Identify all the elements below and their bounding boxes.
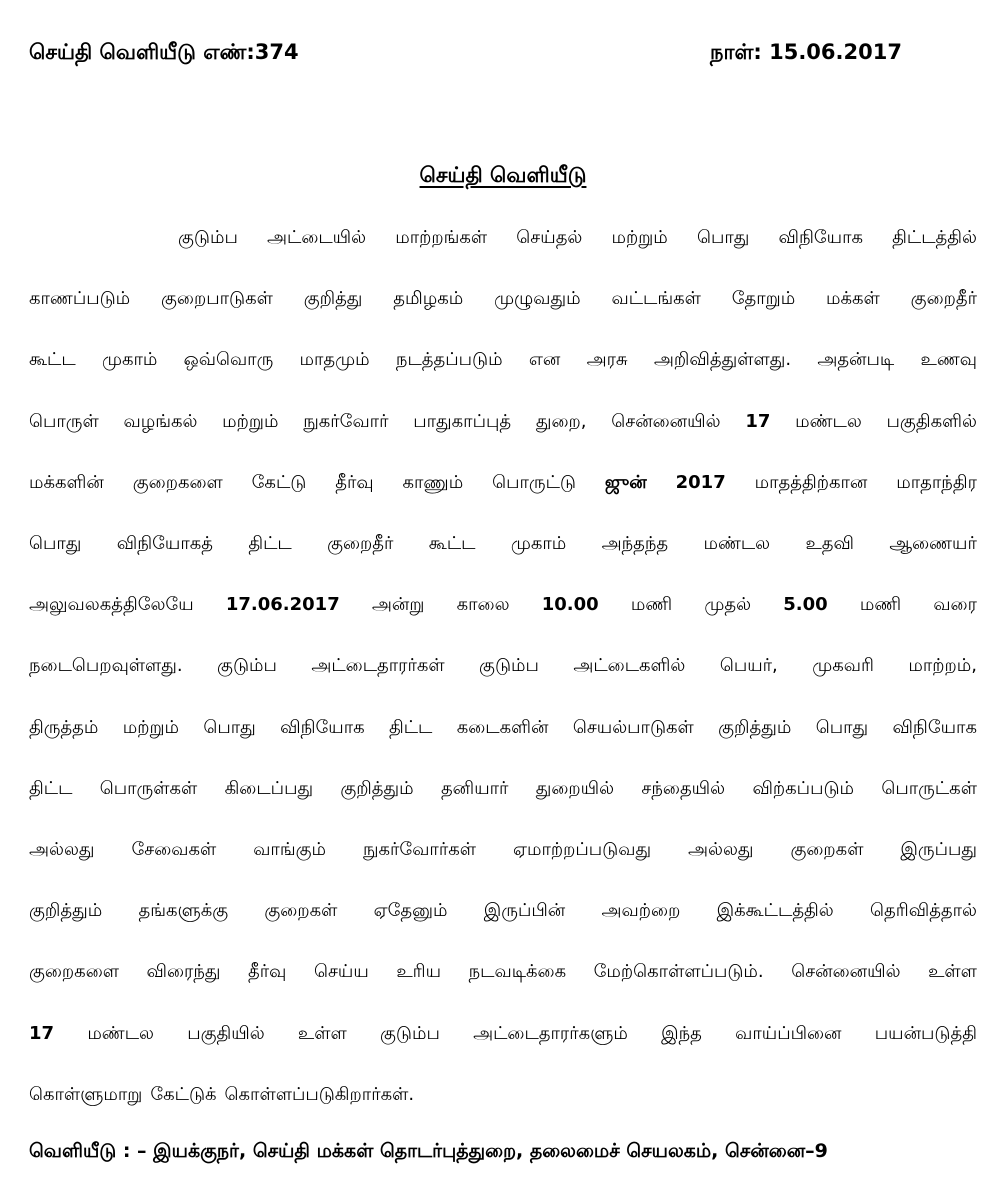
body-line: பொருள் வழங்கல் மற்றும் நுகர்வோர் பாதுகாப்புத் துறை, சென்னையில் 17 மண்டல பகுதிகளில் <box>29 410 977 432</box>
body-line: திட்ட பொருள்கள் கிடைப்பது குறித்தும் தனியார் துறையில் சந்தையில் விற்கப்படும் பொருட்கள் <box>29 777 977 799</box>
issuer-line: வெளியீடு : – இயக்குநர், செய்தி மக்கள் தொடர்புத்துறை, தலைமைச் செயலகம், சென்னை–9 <box>29 1140 828 1162</box>
body-line: கூட்ட முகாம் ஒவ்வொரு மாதமும் நடத்தப்படும் என அரசு அறிவித்துள்ளது. அதன்படி உணவு <box>29 349 977 371</box>
body-line: அல்லது சேவைகள் வாங்கும் நுகர்வோர்கள் ஏமாற்றப்படுவது அல்லது குறைகள் இருப்பது <box>29 839 977 860</box>
body-line: திருத்தம் மற்றும் பொது விநியோக திட்ட கடைகளின் செயல்பாடுகள் குறித்தும் பொது விநியோக <box>29 716 977 738</box>
body-line: பொது விநியோகத் திட்ட குறைதீர் கூட்ட முகாம் அந்தந்த மண்டல உதவி ஆணையர் <box>29 533 977 554</box>
release-number: செய்தி வெளியீடு எண்:374 <box>29 40 299 64</box>
body-line: குடும்ப அட்டையில் மாற்றங்கள் செய்தல் மற்றும் பொது விநியோக திட்டத்தில் <box>178 227 977 248</box>
release-date: நாள்: 15.06.2017 <box>710 40 902 64</box>
document-title: செய்தி வெளியீடு <box>419 163 587 187</box>
body-line: அலுவலகத்திலேயே 17.06.2017 அன்று காலை 10.00 மணி முதல் 5.00 மணி வரை <box>29 594 977 616</box>
body-line: குறைகளை விரைந்து தீர்வு செய்ய உரிய நடவடிக்கை மேற்கொள்ளப்படும். சென்னையில் உள்ள <box>29 961 977 983</box>
body-line: கொள்ளுமாறு கேட்டுக் கொள்ளப்படுகிறார்கள். <box>29 1083 415 1105</box>
body-line: குறித்தும் தங்களுக்கு குறைகள் ஏதேனும் இருப்பின் அவற்றை இக்கூட்டத்தில் தெரிவித்தால் <box>29 900 977 922</box>
body-line: காணப்படும் குறைபாடுகள் குறித்து தமிழகம் முழுவதும் வட்டங்கள் தோறும் மக்கள் குறைதீர் <box>29 288 977 310</box>
body-line: நடைபெறவுள்ளது. குடும்ப அட்டைதாரர்கள் குடும்ப அட்டைகளில் பெயர், முகவரி மாற்றம், <box>29 655 977 677</box>
body-line: மக்களின் குறைகளை கேட்டு தீர்வு காணும் பொருட்டு ஜுன் 2017 மாதத்திற்கான மாதாந்திர <box>29 471 977 493</box>
body-line: 17 மண்டல பகுதியில் உள்ள குடும்ப அட்டைதாரர்களும் இந்த வாய்ப்பினை பயன்படுத்தி <box>29 1022 977 1044</box>
